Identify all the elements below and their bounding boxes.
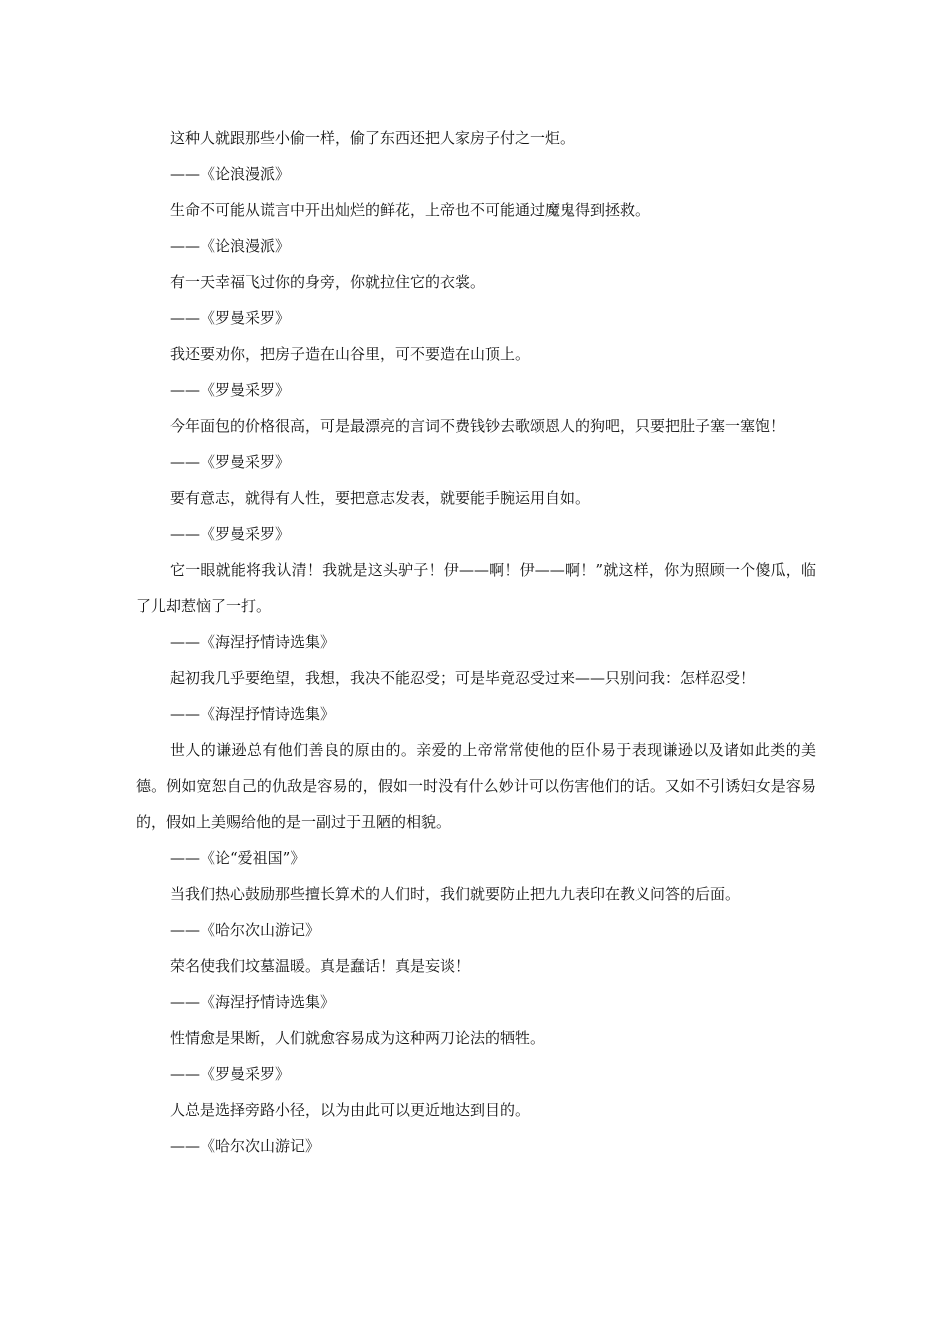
quote-source: ——《罗曼采罗》 xyxy=(170,525,291,543)
quote-text: 今年面包的价格很高，可是最漂亮的言词不费钱钞去歌颂恩人的狗吧，只要把肚子塞一塞饱！ xyxy=(170,417,786,435)
quote-text: 我还要劝你，把房子造在山谷里，可不要造在山顶上。 xyxy=(170,345,531,363)
quote-source: ——《罗曼采罗》 xyxy=(170,381,291,399)
quote-text: 荣名使我们坟墓温暖。真是蠢话！真是妄谈！ xyxy=(170,957,471,975)
quote-source: ——《哈尔次山游记》 xyxy=(170,921,321,939)
quote-source: ——《罗曼采罗》 xyxy=(170,453,291,471)
quote-source: ——《海涅抒情诗选集》 xyxy=(170,705,336,723)
quote-text: 人总是选择旁路小径，以为由此可以更近地达到目的。 xyxy=(170,1101,531,1119)
quote-source: ——《海涅抒情诗选集》 xyxy=(170,633,336,651)
quote-source: ——《论浪漫派》 xyxy=(170,165,291,183)
quote-text: 这种人就跟那些小偷一样，偷了东西还把人家房子付之一炬。 xyxy=(170,129,576,147)
quote-source: ——《哈尔次山游记》 xyxy=(170,1137,321,1155)
quote-text: 性情愈是果断，人们就愈容易成为这种两刀论法的牺牲。 xyxy=(170,1029,546,1047)
quote-source: ——《罗曼采罗》 xyxy=(170,1065,291,1083)
quote-text: 起初我几乎要绝望，我想，我决不能忍受；可是毕竟忍受过来——只别问我：怎样忍受！ xyxy=(170,669,756,687)
quote-text: 要有意志，就得有人性，要把意志发表，就要能手腕运用自如。 xyxy=(170,489,591,507)
quote-source: ——《海涅抒情诗选集》 xyxy=(170,993,336,1011)
quote-text: 世人的谦逊总有他们善良的原由的。亲爱的上帝常常使他的臣仆易于表现谦逊以及诸如此类的美德。例如宽恕自己的仇敌是容易的，假如一时没有什么妙计可以伤害他们的话。又如不引诱妇女是容易的，假如上美赐给他的是一副过于丑陋的相貌。 xyxy=(136,741,816,831)
quote-text: 它一眼就能将我认清！我就是这头驴子！伊——啊！伊——啊！”就这样，你为照顾一个傻瓜，临了儿却惹恼了一打。 xyxy=(136,561,816,615)
quote-source: ——《罗曼采罗》 xyxy=(170,309,291,327)
quote-text: 生命不可能从谎言中开出灿烂的鲜花，上帝也不可能通过魔鬼得到拯救。 xyxy=(170,201,651,219)
quote-text: 有一天幸福飞过你的身旁，你就拉住它的衣裳。 xyxy=(170,273,486,291)
quote-source: ——《论“爱祖国”》 xyxy=(170,849,306,867)
quote-list xyxy=(136,120,816,1164)
quote-source: ——《论浪漫派》 xyxy=(170,237,291,255)
quote-text: 当我们热心鼓励那些擅长算术的人们时，我们就要防止把九九表印在教义问答的后面。 xyxy=(170,885,741,903)
